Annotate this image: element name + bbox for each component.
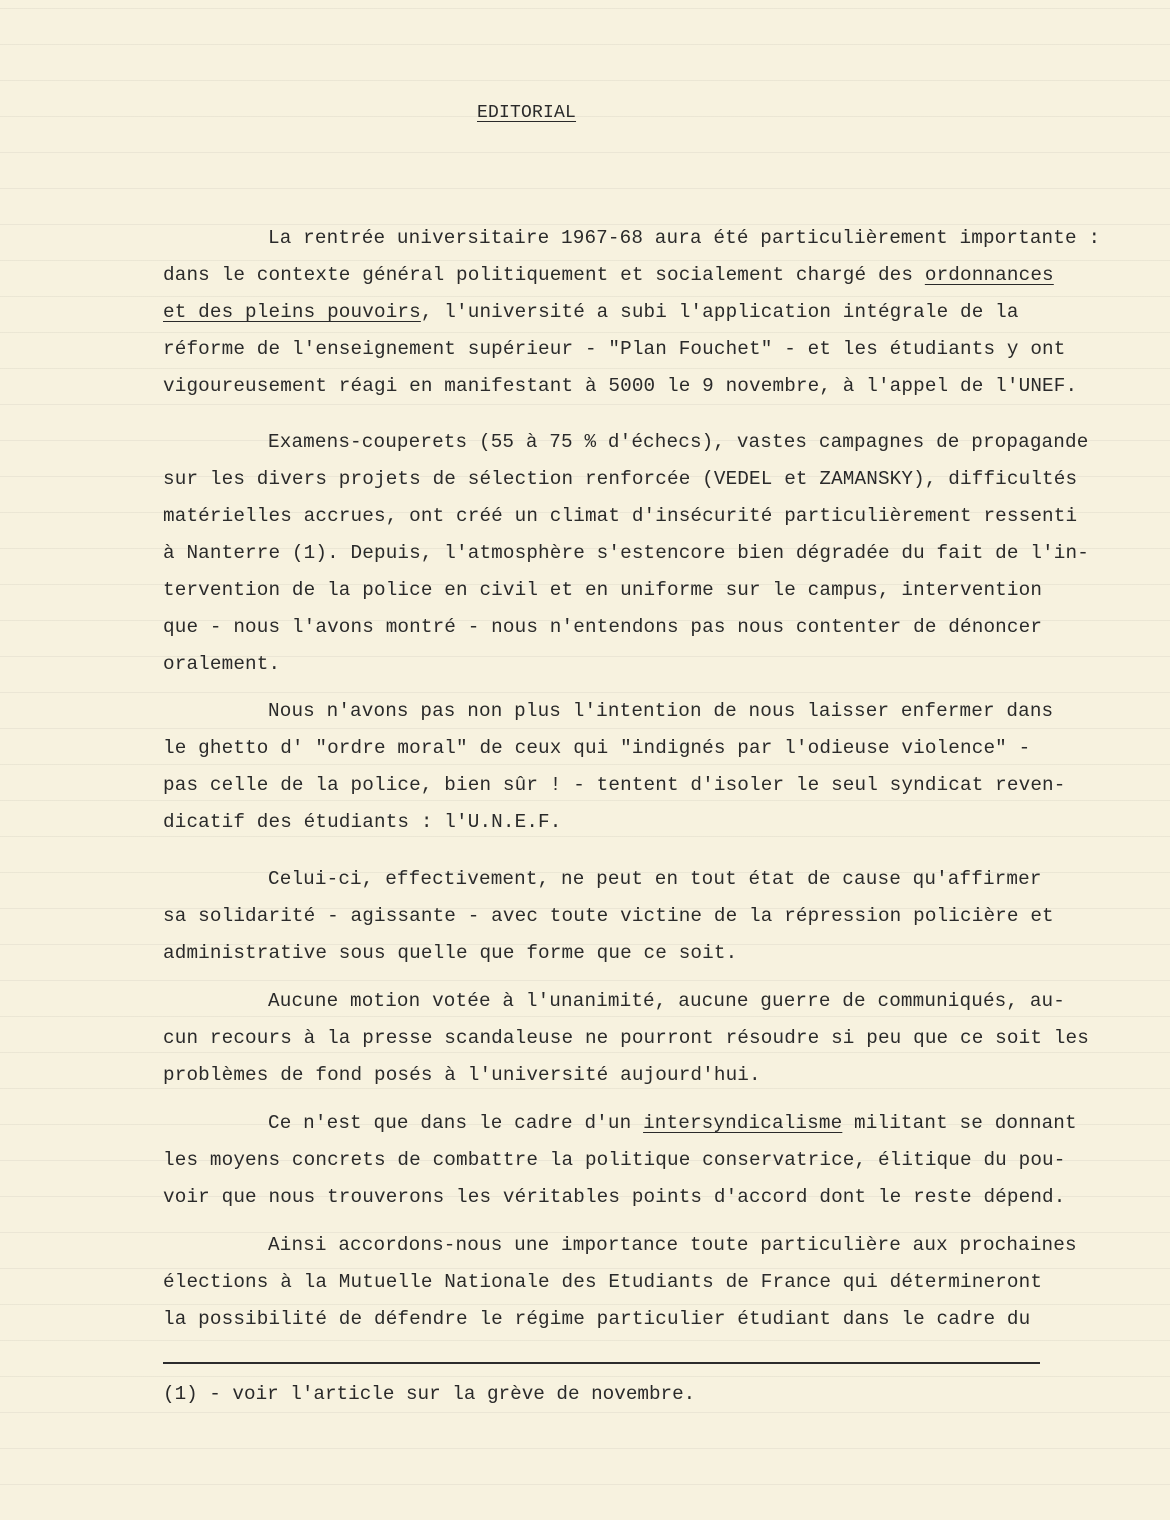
- underlined-term: et des pleins pouvoirs: [163, 301, 421, 323]
- text-line: problèmes de fond posés à l'université aujourd'hui.: [163, 1064, 761, 1086]
- paragraph-5: [163, 983, 1089, 1094]
- page-title: EDITORIAL: [477, 103, 577, 123]
- text-line: tervention de la police en civil et en uniforme sur le campus, intervention: [163, 579, 1043, 601]
- text-line: matérielles accrues, ont créé un climat d'insécurité particulièrement ressenti: [163, 505, 1078, 527]
- text-line: pas celle de la police, bien sûr ! - tentent d'isoler le seul syndicat reven-: [163, 774, 1066, 796]
- text-line: Nous n'avons pas non plus l'intention de nous laisser enfermer dans: [268, 700, 1054, 722]
- paragraph-6: [163, 1105, 1077, 1216]
- text-line: que - nous l'avons montré - nous n'entendons pas nous contenter de dénoncer: [163, 616, 1043, 638]
- text-line: réforme de l'enseignement supérieur - "Plan Fouchet" - et les étudiants y ont: [163, 338, 1066, 360]
- text-fragment: , l'université a subi l'application intégrale de la: [420, 301, 1019, 323]
- paragraph-4: [163, 861, 1063, 972]
- underlined-term: ordonnances: [924, 264, 1054, 286]
- text-line: voir que nous trouverons les véritables points d'accord dont le reste dépend.: [163, 1186, 1066, 1208]
- paragraph-3: [163, 693, 1066, 841]
- text-line: Ainsi accordons-nous une importance toute particulière aux prochaines: [268, 1234, 1077, 1256]
- text-line: sur les divers projets de sélection renforcée (VEDEL et ZAMANSKY), difficultés: [163, 468, 1078, 490]
- text-line: la possibilité de défendre le régime particulier étudiant dans le cadre du: [163, 1308, 1031, 1330]
- text-line: le ghetto d' "ordre moral" de ceux qui "indignés par l'odieuse violence" -: [163, 737, 1031, 759]
- text-line: oralement.: [163, 653, 281, 675]
- text-line: les moyens concrets de combattre la politique conservatrice, élitique du pou-: [163, 1149, 1066, 1171]
- text-line: cun recours à la presse scandaleuse ne pourront résoudre si peu que ce soit les: [163, 1027, 1089, 1049]
- text-line: [163, 294, 1063, 331]
- text-line: sa solidarité - agissante - avec toute victine de la répression policière et: [163, 905, 1054, 927]
- paragraph-2: [163, 424, 1089, 683]
- text-fragment: Ce n'est que dans le cadre d'un: [268, 1112, 644, 1134]
- text-line: élections à la Mutuelle Nationale des Etudiants de France qui détermineront: [163, 1271, 1043, 1293]
- text-line: à Nanterre (1). Depuis, l'atmosphère s'estencore bien dégradée du fait de l'in-: [163, 542, 1089, 564]
- paragraph-1: [163, 220, 1101, 405]
- text-fragment: dans le contexte général politiquement et socialement chargé des: [163, 264, 925, 286]
- footnote-divider: [163, 1362, 1040, 1364]
- paragraph-7: [163, 1227, 1077, 1338]
- text-line: Celui-ci, effectivement, ne peut en tout état de cause qu'affirmer: [268, 868, 1042, 890]
- footnote: (1) - voir l'article sur la grève de novembre.: [163, 1383, 696, 1405]
- text-fragment: militant se donnant: [842, 1112, 1077, 1134]
- text-line: vigoureusement réagi en manifestant à 5000 le 9 novembre, à l'appel de l'UNEF.: [163, 375, 1078, 397]
- text-line: Examens-couperets (55 à 75 % d'échecs), vastes campagnes de propagande: [268, 431, 1089, 453]
- text-line: administrative sous quelle que forme que ce soit.: [163, 942, 738, 964]
- text-line: dicatif des étudiants : l'U.N.E.F.: [163, 811, 562, 833]
- text-line: Aucune motion votée à l'unanimité, aucune guerre de communiqués, au-: [268, 990, 1066, 1012]
- text-line: [163, 257, 1063, 294]
- text-line: [163, 1105, 1077, 1142]
- text-line: La rentrée universitaire 1967-68 aura été particulièrement importante :: [268, 227, 1101, 249]
- underlined-term: intersyndicalisme: [643, 1112, 843, 1134]
